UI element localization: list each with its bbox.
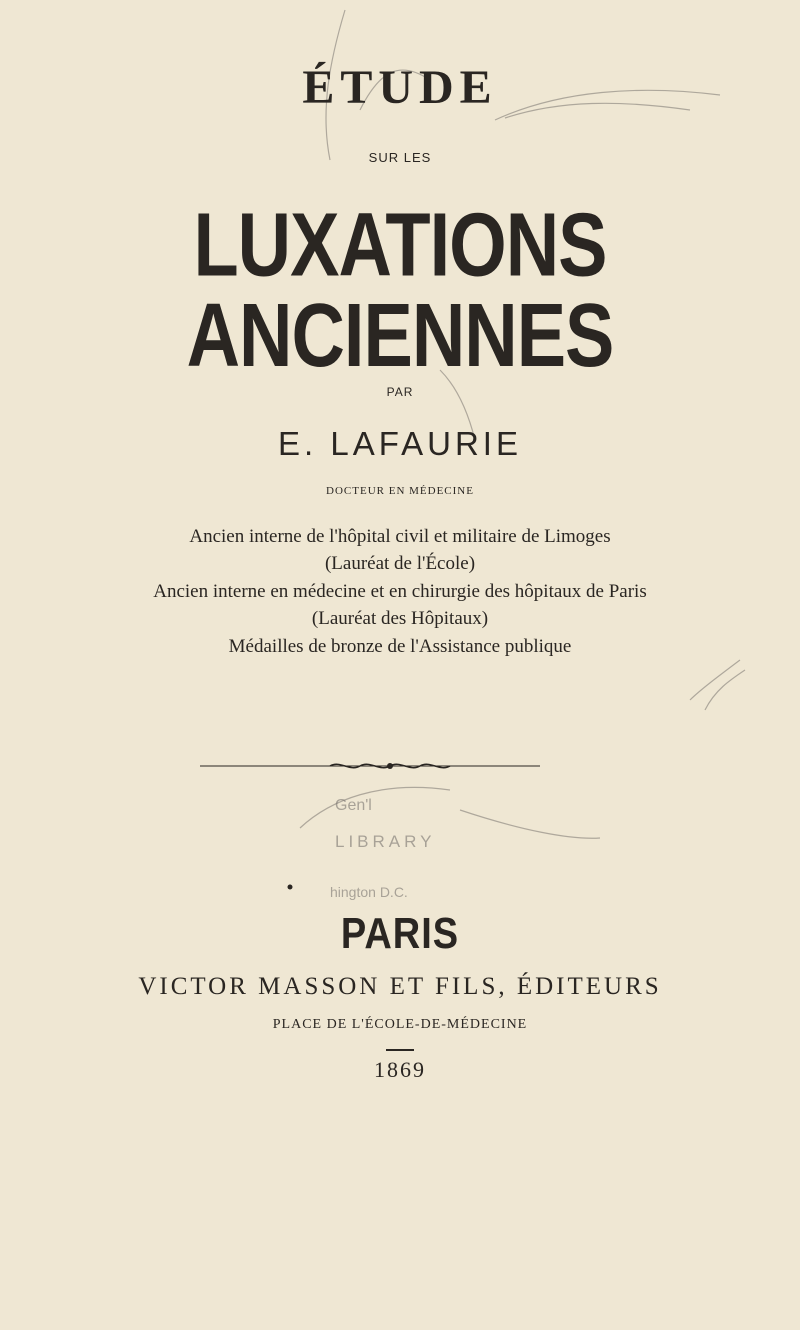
imprint-publisher: VICTOR MASSON ET FILS, ÉDITEURS xyxy=(138,973,662,1000)
author-degree: DOCTEUR EN MÉDECINE xyxy=(326,485,474,497)
stamp-stroke xyxy=(460,810,600,838)
credential-line: Médailles de bronze de l'Assistance publique xyxy=(228,636,572,657)
credential-line: (Lauréat des Hôpitaux) xyxy=(311,608,489,629)
imprint-year: 1869 xyxy=(374,1057,426,1082)
ornamental-rule xyxy=(0,760,800,772)
credential-line: (Lauréat de l'École) xyxy=(324,553,476,574)
stamp-line-2: LIBRARY xyxy=(335,832,436,851)
credential-line: Ancien interne en médecine et en chirurgie des hôpitaux de Paris xyxy=(153,581,647,602)
by-line: PAR xyxy=(386,385,414,399)
imprint-city: PARIS xyxy=(340,910,460,959)
stamp-stroke xyxy=(705,670,745,710)
main-title: LUXATIONS ANCIENNES xyxy=(186,193,614,386)
author-name: E. LAFAURIE xyxy=(278,425,522,462)
stamp-line-3: hington D.C. xyxy=(330,884,408,900)
imprint-address: PLACE DE L'ÉCOLE-DE-MÉDECINE xyxy=(272,1017,528,1032)
imprint-divider xyxy=(386,1049,414,1051)
credential-line: Ancien interne de l'hôpital civil et militaire de Limoges xyxy=(189,526,611,547)
connector-sur-les: SUR LES xyxy=(368,150,432,165)
stamp-line-1: Gen'l xyxy=(335,797,372,814)
heading-etude: ÉTUDE xyxy=(302,61,498,114)
ink-dot xyxy=(288,885,293,890)
stamp-stroke xyxy=(300,787,450,828)
